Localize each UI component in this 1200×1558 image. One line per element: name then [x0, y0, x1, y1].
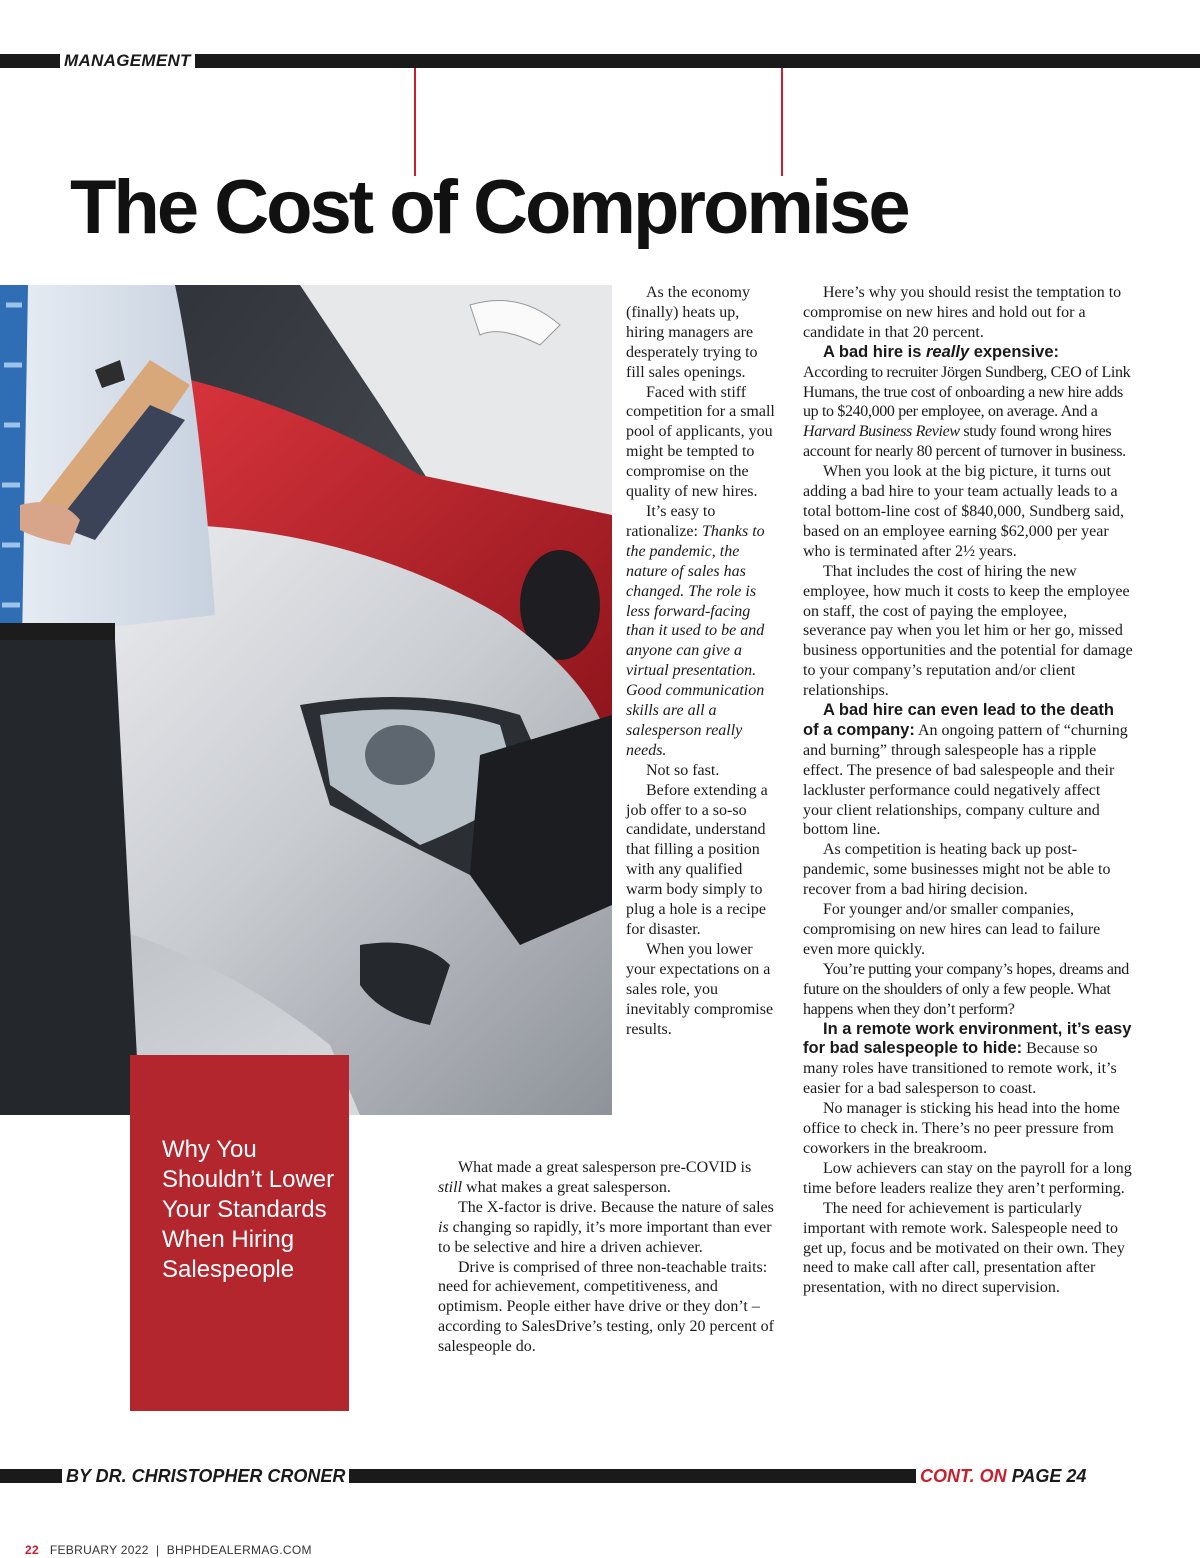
paragraph: It’s easy to rationalize: Thanks to the pandemic, the nature of sales has changed. The role is less forward-facing than it used to be and anyone can give a virtual presentation. Good communication skills are all a salesperson really needs. — [626, 502, 765, 759]
sidebar-callout — [130, 1055, 349, 1411]
paragraph: As the economy (finally) heats up, hiring managers are desperately trying to fill sales openings. — [626, 284, 758, 381]
footer-separator: | — [155, 1543, 160, 1557]
paragraph: What made a great salesperson pre-COVID is still what makes a great salesperson. — [438, 1159, 752, 1196]
continued-link[interactable] — [912, 1465, 1200, 1487]
website-link[interactable]: BHPHDEALERMAG.COM — [166, 1543, 312, 1557]
page-footer — [25, 1543, 312, 1557]
continued-prefix: CONT. ON — [920, 1466, 1007, 1486]
paragraph: When you look at the big picture, it turns out adding a bad hire to your team actually leads to a total bottom-line cost of $840,000, Sundberg said, based on an employee earning $62,000 per year who is terminated after 2½ years. — [803, 463, 1125, 560]
subhead: A bad hire can even lead to the death of a company: — [803, 701, 1114, 739]
article-column-2 — [438, 1158, 778, 1357]
article-column-1 — [626, 283, 776, 1039]
paragraph: Here’s why you should resist the temptation to compromise on new hires and hold out for a candidate in that 20 percent. — [803, 284, 1122, 341]
paragraph: You’re putting your company’s hopes, dreams and future on the shoulders of only a few people. What happens when they don’t perform? — [803, 960, 1129, 1018]
paragraph: Drive is comprised of three non-teachable traits: need for achievement, competitiveness, and optimism. People either have drive or they don’t – according to SalesDrive’s testing, only 20 percent of salespeople do. — [438, 1258, 774, 1356]
paragraph: A bad hire can even lead to the death of a company: An ongoing pattern of “churning and burning” through salespeople has a ripple effect. The presence of bad salespeople and their lackluster performance could negatively affect your client relationships, company culture and bottom line. — [803, 701, 1128, 839]
paragraph: Before extending a job offer to a so-so candidate, understand that filling a position with any qualified warm body simply to plug a hole is a recipe for disaster. — [626, 781, 768, 938]
paragraph: Not so fast. — [646, 761, 720, 779]
paragraph: The need for achievement is particularly important with remote work. Salespeople need to get up, focus and be motivated on their own. They need to make call after call, presentation after presentation, with no direct supervision. — [803, 1199, 1125, 1297]
paragraph: As competition is heating back up post-pandemic, some businesses might not be able to recover from a bad hiring decision. — [803, 841, 1111, 899]
continued-page: PAGE 24 — [1011, 1466, 1087, 1486]
paragraph: According to recruiter Jörgen Sundberg, CEO of Link Humans, the true cost of onboarding a new hire adds up to $240,000 per employee, on average. And a Harvard Business Review study found wrong hires account for nearly 80 percent of turnover in business. — [803, 363, 1131, 461]
sidebar-title: Why You Shouldn’t Lower Your Standards When Hiring Salespeople — [162, 1136, 335, 1283]
paragraph: Low achievers can stay on the payroll for a long time before leaders realize they aren’t performing. — [803, 1159, 1132, 1197]
page-number: 22 — [25, 1543, 39, 1557]
paragraph: In a remote work environment, it’s easy for bad salespeople to hide: Because so many roles have transitioned to remote work, it’s easier for a bad salesperson to coast. — [803, 1019, 1132, 1098]
paragraph: Faced with stiff competition for a small pool of applicants, you might be tempted to compromise on the quality of new hires. — [626, 383, 775, 501]
photo-illustration — [0, 285, 612, 1115]
byline: BY DR. CHRISTOPHER CRONER — [60, 1465, 351, 1487]
article-column-3 — [803, 283, 1133, 1298]
headline: The Cost of Compromise — [70, 165, 908, 250]
section-label: MANAGEMENT — [58, 51, 197, 71]
subhead: A bad hire is really expensive: — [823, 342, 1060, 361]
paragraph: No manager is sticking his head into the home office to check in. There’s no peer pressure from coworkers in the breakroom. — [803, 1100, 1120, 1157]
paragraph: That includes the cost of hiring the new employee, how much it costs to keep the employee on staff, the cost of paying the employee, severance pay when you let him or her go, missed business opportunities and the potential for damage to your company’s reputation and/or client relationships. — [803, 562, 1133, 700]
paragraph: When you lower your expectations on a sales role, you inevitably compromise results. — [626, 940, 774, 1038]
subhead: In a remote work environment, it’s easy for bad salespeople to hide: — [803, 1019, 1132, 1058]
paragraph: For younger and/or smaller companies, compromising on new hires can lead to failure even more quickly. — [803, 901, 1101, 958]
issue-date: FEBRUARY 2022 — [49, 1543, 149, 1557]
paragraph: The X-factor is drive. Because the nature of sales is changing so rapidly, it’s more important than ever to be selective and hire a driven achiever. — [438, 1198, 774, 1256]
